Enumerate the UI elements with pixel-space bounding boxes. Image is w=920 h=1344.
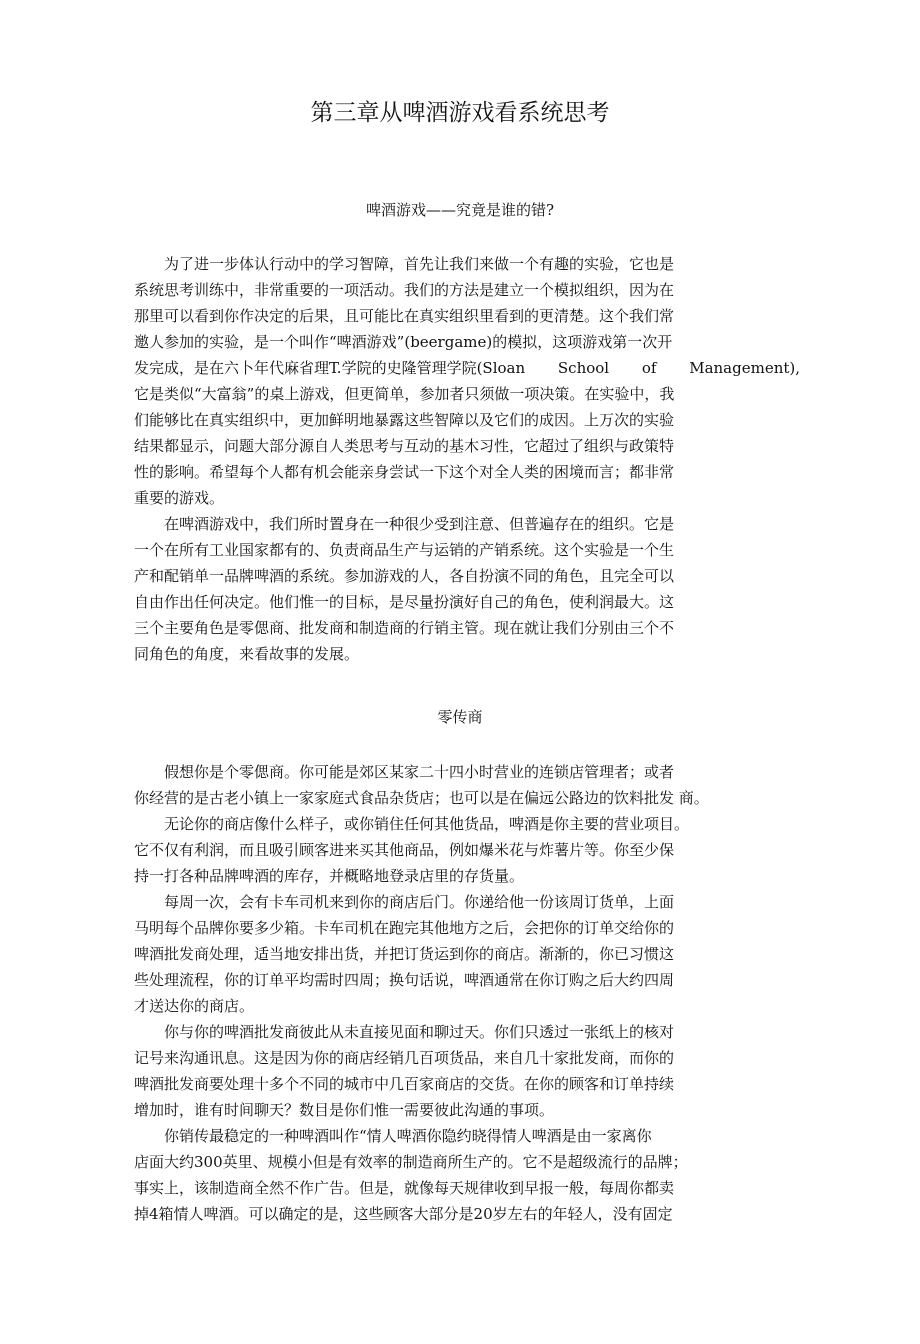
paragraph-line: 每周一次，会有卡车司机来到你的商店后门。你递给他一份该周订货单，上面: [134, 893, 675, 911]
section-body-retailer: [134, 759, 734, 1227]
paragraph-line: 三个主要角色是零偲商、批发商和制造商的行销主管。现在就让我们分别由三个不: [134, 619, 675, 637]
paragraph-line: 增加时，谁有时间聊天？数目是你们惟一需要彼此沟通的事项。: [134, 1101, 555, 1119]
paragraph-line: 自由作出任何决定。他们惟一的目标，是尽量扮演好自己的角色，使利润最大。这: [134, 593, 675, 611]
paragraph-line: 你与你的啤酒批发商彼此从未直接见面和聊过天。你们只透过一张纸上的核对: [134, 1023, 675, 1041]
paragraph-line: 一个在所有工业国家都有的、负责商品生产与运销的产销系统。这个实验是一个生: [134, 541, 675, 559]
paragraph-line: 无论你的商店像什么样子，或你销住任何其他货品，啤酒是你主要的营业项目。: [134, 815, 690, 833]
paragraph-line: 结果都显示，问题大部分源自人类思考与互动的基木习性，它超过了组织与政策特: [134, 437, 675, 455]
paragraph-line: 系统思考训练中，非常重要的一项活动。我们的方法是建立一个模拟组织，因为在: [134, 281, 675, 299]
section-heading-beer-game: 啤酒游戏——究竟是谁的错?: [365, 201, 555, 219]
paragraph-line: 你经营的是古老小镇上一家家庭式食品杂货店；也可以是在偏远公路边的饮料批发 商。: [134, 789, 709, 807]
paragraph-line: 才送达你的商店。: [134, 997, 255, 1015]
paragraph-line: 为了进一步体认行动中的学习智障，首先让我们来做一个有趣的实验，它也是: [134, 255, 675, 273]
paragraph-line: 那里可以看到你作决定的后果，且可能比在真实组织里看到的更清楚。这个我们常: [134, 307, 675, 325]
paragraph-line: 持一打各种品牌啤酒的库存，并概略地登录店里的存货量。: [134, 867, 525, 885]
paragraph-line: 假想你是个零偲商。你可能是郊区某家二十四小时营业的连锁店管理者；或者: [134, 763, 675, 781]
paragraph-line: 事实上，该制造商全然不作广告。但是，就像每天规律收到早报一般，每周你都卖: [134, 1179, 675, 1197]
paragraph-line: 在啤酒游戏中，我们所时置身在一种很少受到注意、但普遍存在的组织。它是: [134, 515, 675, 533]
paragraph-line: 性的影响。希望每个人都有机会能亲身尝试一下这个对全人类的困境而言；都非常: [134, 463, 675, 481]
paragraph-line: 你销传最稳定的一种啤酒叫作“情人啤酒你隐约晓得情人啤酒是由一家离你: [134, 1127, 652, 1145]
paragraph-line: 邀人参加的实验，是一个叫作“啤酒游戏”(beergame)的模拟，这项游戏第一次开: [134, 333, 673, 351]
paragraph-line: 店面大约300英里、规模小但是有效率的制造商所生产的。它不是超级流行的品牌；: [134, 1153, 688, 1171]
paragraph-line: 啤酒批发商要处理十多个不同的城市中几百家商店的交货。在你的顾客和订单持续: [134, 1075, 675, 1093]
section-body-beer-game: [134, 251, 801, 667]
paragraph-line: 重要的游戏。: [134, 489, 225, 507]
paragraph-line: 掉4箱情人啤酒。可以确定的是，这些顾客大部分是20岁左右的年轻人，没有固定: [134, 1205, 673, 1223]
paragraph-line: 发完成，是在六卜年代麻省理T.学院的史隆管理学院(Sloan School of Management),: [134, 359, 801, 377]
paragraph-line: 们能够比在真实组织中，更加鲜明地暴露这些智障以及它们的成因。上万次的实验: [134, 411, 675, 429]
paragraph-line: 些处理流程，你的订单平均需时四周；换句话说，啤酒通常在你订购之后大约四周: [134, 971, 675, 989]
paragraph-line: 它不仅有利润，而且吸引顾客进来买其他商品，例如爆米花与炸薯片等。你至少保: [134, 841, 675, 859]
paragraph-line: 记号来沟通讯息。这是因为你的商店经销几百项货品，来自几十家批发商，而你的: [134, 1049, 675, 1067]
chapter-title: 第三章从啤酒游戏看系统思考: [310, 100, 610, 126]
paragraph-line: 马明每个品牌你要多少箱。卡车司机在跑完其他地方之后，会把你的订单交给你的: [134, 919, 675, 937]
paragraph-line: 产和配销单一品牌啤酒的系统。参加游戏的人，各自扮演不同的角色，且完全可以: [134, 567, 675, 585]
paragraph-line: 同角色的角度，来看故事的发展。: [134, 645, 360, 663]
paragraph-line: 啤酒批发商处理，适当地安排出货，并把订货运到你的商店。渐渐的，你已习惯这: [134, 945, 675, 963]
paragraph-line: 它是类似“大富翁”的桌上游戏，但更简单，参加者只须做一项决策。在实验中，我: [134, 385, 675, 403]
section-heading-retailer: 零传商: [437, 708, 483, 726]
